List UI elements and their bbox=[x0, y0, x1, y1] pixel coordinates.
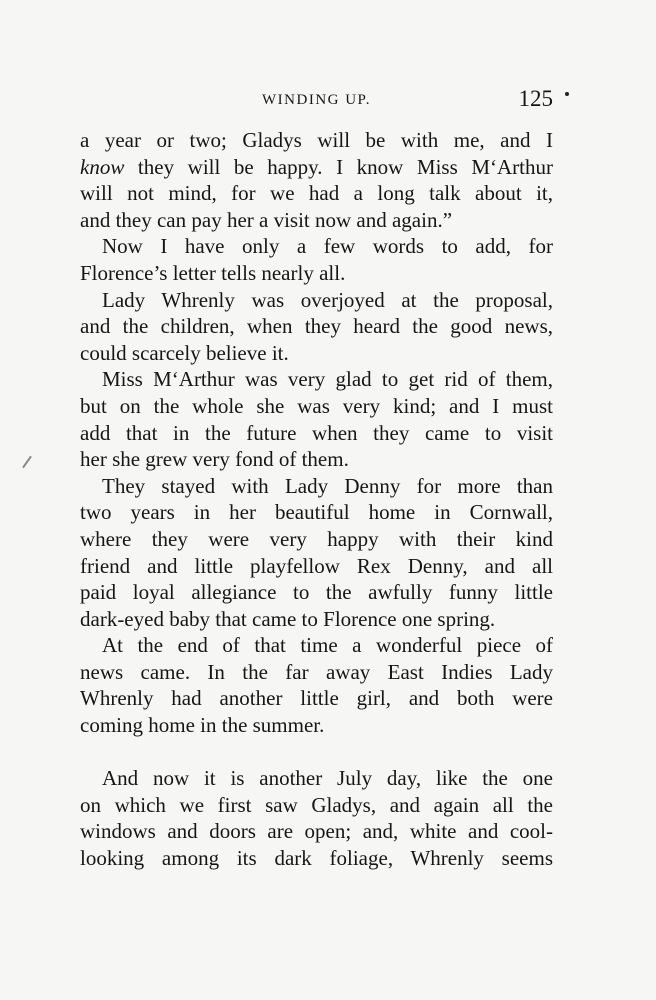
text-line: her she grew very fond of them. bbox=[80, 447, 349, 472]
text-line: They stayed with Lady Denny for more than bbox=[102, 473, 553, 498]
text-line: where they were very happy with their kind bbox=[80, 526, 553, 551]
text-line: looking among its dark foliage, Whrenly seems bbox=[80, 846, 553, 871]
line-rest: they will be happy. I know Miss M‘Arthur bbox=[124, 154, 553, 179]
page-number: 125 bbox=[518, 86, 553, 111]
text-line: on which we first saw Gladys, and again all the bbox=[80, 792, 553, 817]
text-line: news came. In the far away East Indies Lady bbox=[80, 659, 553, 684]
text-line: At the end of that time a wonderful piece of bbox=[102, 633, 553, 658]
text-line: Florence’s letter tells nearly all. bbox=[80, 260, 346, 285]
text-line: dark-eyed baby that came to Florence one spring. bbox=[80, 606, 496, 631]
text-line: two years in her beautiful home in Cornwall, bbox=[80, 500, 553, 525]
text-line: paid loyal allegiance to the awfully funny little bbox=[80, 580, 553, 605]
text-line: coming home in the summer. bbox=[80, 713, 325, 738]
text-line: could scarcely believe it. bbox=[80, 340, 289, 365]
text-line bbox=[80, 154, 553, 181]
text-line: Now I have only a few words to add, for bbox=[102, 234, 553, 259]
text-line: and the children, when they heard the good news, bbox=[80, 314, 553, 339]
text-line: but on the whole she was very kind; and I must bbox=[80, 393, 553, 418]
text-line: windows and doors are open; and, white and cool- bbox=[80, 819, 553, 844]
running-head bbox=[80, 86, 553, 116]
ink-speck bbox=[565, 92, 569, 96]
running-title: WINDING UP. bbox=[262, 92, 371, 108]
text-line: And now it is another July day, like the one bbox=[102, 766, 553, 791]
text-line: Miss M‘Arthur was very glad to get rid of them, bbox=[102, 367, 553, 392]
text-line: add that in the future when they came to visit bbox=[80, 420, 553, 445]
italic-word: know bbox=[80, 154, 125, 179]
body-text bbox=[80, 127, 553, 872]
text-line: Whrenly had another little girl, and both were bbox=[80, 686, 553, 711]
text-line: friend and little playfellow Rex Denny, and all bbox=[80, 553, 553, 578]
text-line: Lady Whrenly was overjoyed at the proposal, bbox=[102, 287, 553, 312]
text-line: will not mind, for we had a long talk about it, bbox=[80, 181, 553, 206]
section-break bbox=[80, 739, 553, 766]
text-line: and they can pay her a visit now and again.” bbox=[80, 207, 453, 232]
margin-pencil-mark bbox=[22, 456, 32, 469]
text-line: a year or two; Gladys will be with me, and I bbox=[80, 128, 553, 152]
